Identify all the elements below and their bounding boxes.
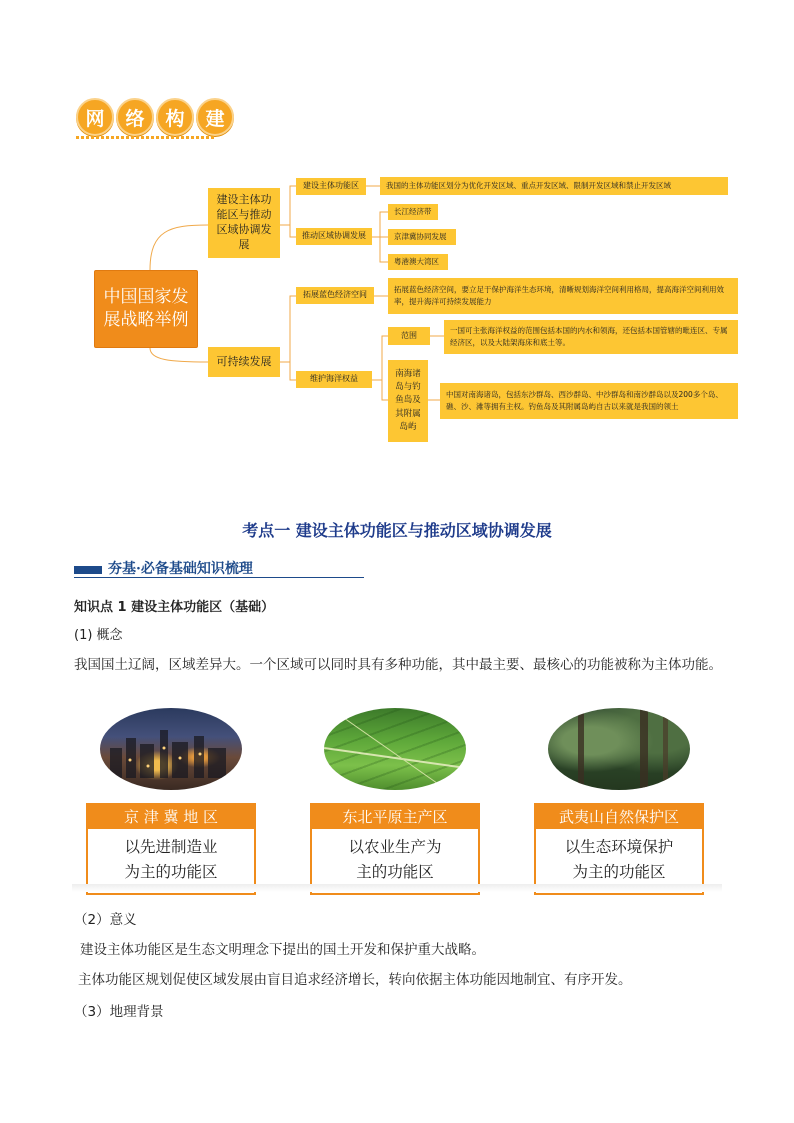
mindmap-item-scope: 范围	[388, 327, 430, 345]
mindmap-leaf-scope: 一国可主张海洋权益的范围包括本国的内水和领海，还包括本国管辖的毗连区、专属经济区，以及大陆架海床和底土等。	[444, 320, 738, 354]
mindmap-root: 中国国家发展战略举例	[94, 270, 198, 348]
card-body	[312, 829, 478, 885]
card-northeast-plain	[310, 708, 480, 890]
concept-heading: (1) 概念	[74, 628, 123, 643]
mindmap-sub-maritime: 维护海洋权益	[296, 371, 372, 388]
card-line: 主的功能区	[356, 863, 434, 881]
city-night-image	[100, 708, 242, 790]
cards-shadow	[72, 884, 722, 892]
subheading	[74, 558, 364, 580]
badge-char: 构	[156, 98, 194, 136]
card-wuyishan	[534, 708, 704, 890]
badge-char: 建	[196, 98, 234, 136]
card-line: 为主的功能区	[572, 863, 666, 881]
card-body	[536, 829, 702, 885]
mindmap-leaf-islands: 中国对南海诸岛，包括东沙群岛、西沙群岛、中沙群岛和南沙群岛以及200多个岛、礁、沙、滩等拥有主权。钓鱼岛及其附属岛屿自古以来就是我国的领土	[440, 383, 738, 419]
mindmap-branch-sustainable: 可持续发展	[208, 347, 280, 377]
forest-image	[548, 708, 690, 790]
subheading-rule	[74, 577, 364, 578]
mind-map	[0, 0, 794, 460]
mindmap-branch-regional: 建设主体功能区与推动区域协调发展	[208, 188, 280, 258]
meaning-heading: （2）意义	[74, 912, 137, 928]
mindmap-sub-main-function: 建设主体功能区	[296, 178, 366, 195]
mindmap-leaf-gba: 粤港澳大湾区	[388, 254, 448, 270]
card-caption	[86, 803, 256, 895]
card-title: 京 津 冀 地 区	[88, 805, 254, 829]
mindmap-leaf-blue-economy: 拓展蓝色经济空间，要立足于保护海洋生态环境，清晰规划海洋空间利用格局，提高海洋空间利用效率，提升海洋可持续发展能力	[388, 278, 738, 314]
card-line: 以先进制造业	[124, 838, 218, 856]
card-caption	[534, 803, 704, 895]
mindmap-sub-blue-economy: 拓展蓝色经济空间	[296, 287, 374, 304]
mindmap-leaf-jingjinji: 京津冀协同发展	[388, 229, 456, 245]
card-line: 以农业生产为	[348, 838, 442, 856]
mindmap-item-islands: 南海诸岛与钓鱼岛及其附属岛屿	[388, 360, 428, 442]
subheading-text: 夯基·必备基础知识梳理	[108, 561, 253, 577]
badge-char: 络	[116, 98, 154, 136]
field-road-icon	[324, 708, 466, 790]
city-skyline-icon	[100, 708, 242, 790]
card-title: 东北平原主产区	[312, 805, 478, 829]
mindmap-leaf-main-function: 我国的主体功能区划分为优化开发区域、重点开发区域、限制开发区域和禁止开发区域	[380, 177, 728, 195]
card-body	[88, 829, 254, 885]
farmland-image	[324, 708, 466, 790]
mindmap-leaf-yangtze: 长江经济带	[388, 204, 438, 220]
card-title: 武夷山自然保护区	[536, 805, 702, 829]
tree-trunks-icon	[548, 708, 690, 790]
meaning-text-1: 建设主体功能区是生态文明理念下提出的国土开发和保护重大战略。	[80, 942, 485, 958]
card-line: 以生态环境保护	[564, 838, 674, 856]
knowledge-point-title: 知识点 1 建设主体功能区（基础）	[74, 600, 275, 615]
subheading-bar	[74, 566, 102, 574]
card-line: 为主的功能区	[124, 863, 218, 881]
badge-char: 网	[76, 98, 114, 136]
background-heading: （3）地理背景	[74, 1004, 164, 1020]
card-jingjinji	[86, 708, 256, 890]
section-title: 考点一 建设主体功能区与推动区域协调发展	[242, 521, 552, 540]
card-caption	[310, 803, 480, 895]
concept-text: 我国国土辽阔，区域差异大。一个区域可以同时具有多种功能，其中最主要、最核心的功能被称为主体功能。	[74, 657, 722, 673]
mindmap-sub-regional: 推动区域协调发展	[296, 228, 372, 245]
meaning-text-2: 主体功能区规划促使区域发展由盲目追求经济增长，转向依据主体功能因地制宜、有序开发。	[78, 972, 632, 988]
